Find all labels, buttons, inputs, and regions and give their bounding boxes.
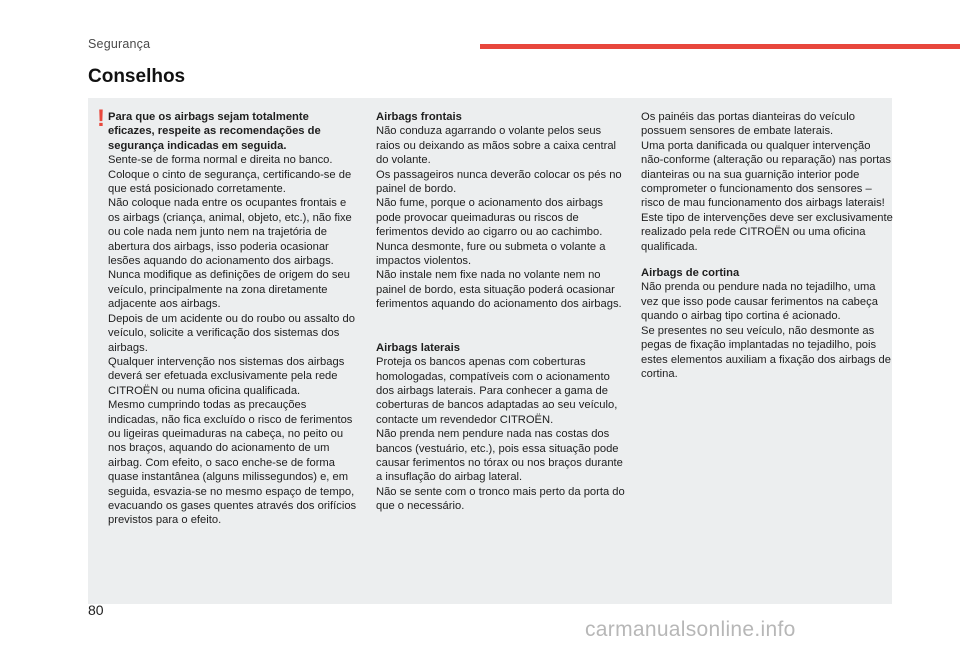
paragraph: Não prenda nem pendure nada nas costas dos bancos (vestuário, etc.), pois essa situação pode causar ferimentos no tórax ou nos braços durante a insuflação do airbag lateral. — [376, 428, 623, 484]
heading-lateral-airbags: Airbags laterais — [376, 341, 460, 354]
paragraph: Depois de um acidente ou do roubo ou assalto do veículo, solicite a verificação dos sistemas dos airbags. — [108, 312, 355, 354]
paragraph: Não coloque nada entre os ocupantes frontais e os airbags (criança, animal, objeto, etc.), não fixe ou cole nada nem junto nem na trajetória de abertura dos airbags, isso poderia ocasionar lesões aquando do acionamento dos airbags. — [108, 197, 352, 268]
page-title: Conselhos — [88, 66, 186, 87]
paragraph: Se presentes no seu veículo, não desmonte as pegas de fixação implantadas no tejadilho, pois estes elementos auxiliam a fixação dos airbags de cortina. — [641, 324, 891, 380]
heading-curtain-airbags: Airbags de cortina — [641, 267, 740, 280]
paragraph: Os passageiros nunca deverão colocar os pés no painel de bordo. — [376, 168, 622, 196]
paragraph: Proteja os bancos apenas com coberturas homologadas, compatíveis com o acionamento dos airbags laterais. Para conhecer a gama de coberturas de bancos adaptadas ao seu veículo, contacte um revendedor CITROËN. — [376, 356, 618, 426]
paragraph: Uma porta danificada ou qualquer intervenção não-conforme (alteração ou reparação) nas portas dianteiras ou na sua guarnição interior pode comprometer o funcionamento dos sensores – risco de mau funcionamento dos airbags laterais! — [641, 139, 891, 210]
paragraph: Qualquer intervenção nos sistemas dos airbags deverá ser efetuada exclusivamente pela rede CITROËN ou numa oficina qualificada. — [108, 355, 345, 397]
section-label: Segurança — [88, 37, 151, 51]
paragraph: Mesmo cumprindo todas as precauções indicadas, não fica excluído o risco de ferimentos ou ligeiras queimaduras na cabeça, no peito ou nos braços, aquando do acionamento de um airbag. Com efeito, o saco enche-se de forma quase instantânea (alguns milissegundos) e, em seguida, esvazia-se no mesmo espaço de tempo, evacuando os gases quentes através dos orifícios previstos para o efeito. — [108, 399, 357, 527]
paragraph: Nunca desmonte, fure ou submeta o volante a impactos violentos. — [376, 240, 606, 268]
paragraph: Não prenda ou pendure nada no tejadilho, uma vez que isso pode causar ferimentos na cabeça quando o airbag tipo cortina é acionado. — [641, 281, 878, 323]
page-number: 80 — [88, 602, 104, 618]
exclamation-warning-icon: ! — [97, 105, 105, 132]
heading-frontal-airbags: Airbags frontais — [376, 111, 462, 123]
paragraph: Este tipo de intervenções deve ser exclusivamente realizado pela rede CITROËN ou uma oficina qualificada. — [641, 211, 893, 253]
column-doors-curtain — [641, 110, 893, 381]
paragraph: Não conduza agarrando o volante pelos seus raios ou deixando as mãos sobre a caixa central do volante. — [376, 125, 617, 167]
intro-warning: Para que os airbags sejam totalmente eficazes, respeite as recomendações de segurança indicadas em seguida. — [108, 111, 321, 152]
paragraph: Não fume, porque o acionamento dos airbags pode provocar queimaduras ou riscos de ferimentos devido ao cigarro ou ao cachimbo. — [376, 197, 604, 239]
paragraph: Nunca modifique as definições de origem do seu veículo, principalmente na zona diretamente adjacente aos airbags. — [108, 269, 350, 311]
header-accent-rule — [480, 44, 960, 49]
paragraph: Não instale nem fixe nada no volante nem no painel de bordo, esta situação poderá ocasionar ferimentos aquando do acionamento dos airbags. — [376, 269, 622, 311]
column-frontal-lateral — [376, 110, 628, 514]
paragraph: Os painéis das portas dianteiras do veículo possuem sensores de embate laterais. — [641, 111, 855, 138]
column-general-advice — [108, 110, 358, 528]
spacer — [376, 312, 628, 341]
spacer — [641, 254, 893, 266]
watermark: carmanualsonline.info — [585, 618, 796, 641]
paragraph: Sente-se de forma normal e direita no banco. — [108, 154, 333, 167]
paragraph: Coloque o cinto de segurança, certificando-se de que está posicionado corretamente. — [108, 168, 352, 196]
paragraph: Não se sente com o tronco mais perto da porta do que o necessário. — [376, 485, 625, 513]
